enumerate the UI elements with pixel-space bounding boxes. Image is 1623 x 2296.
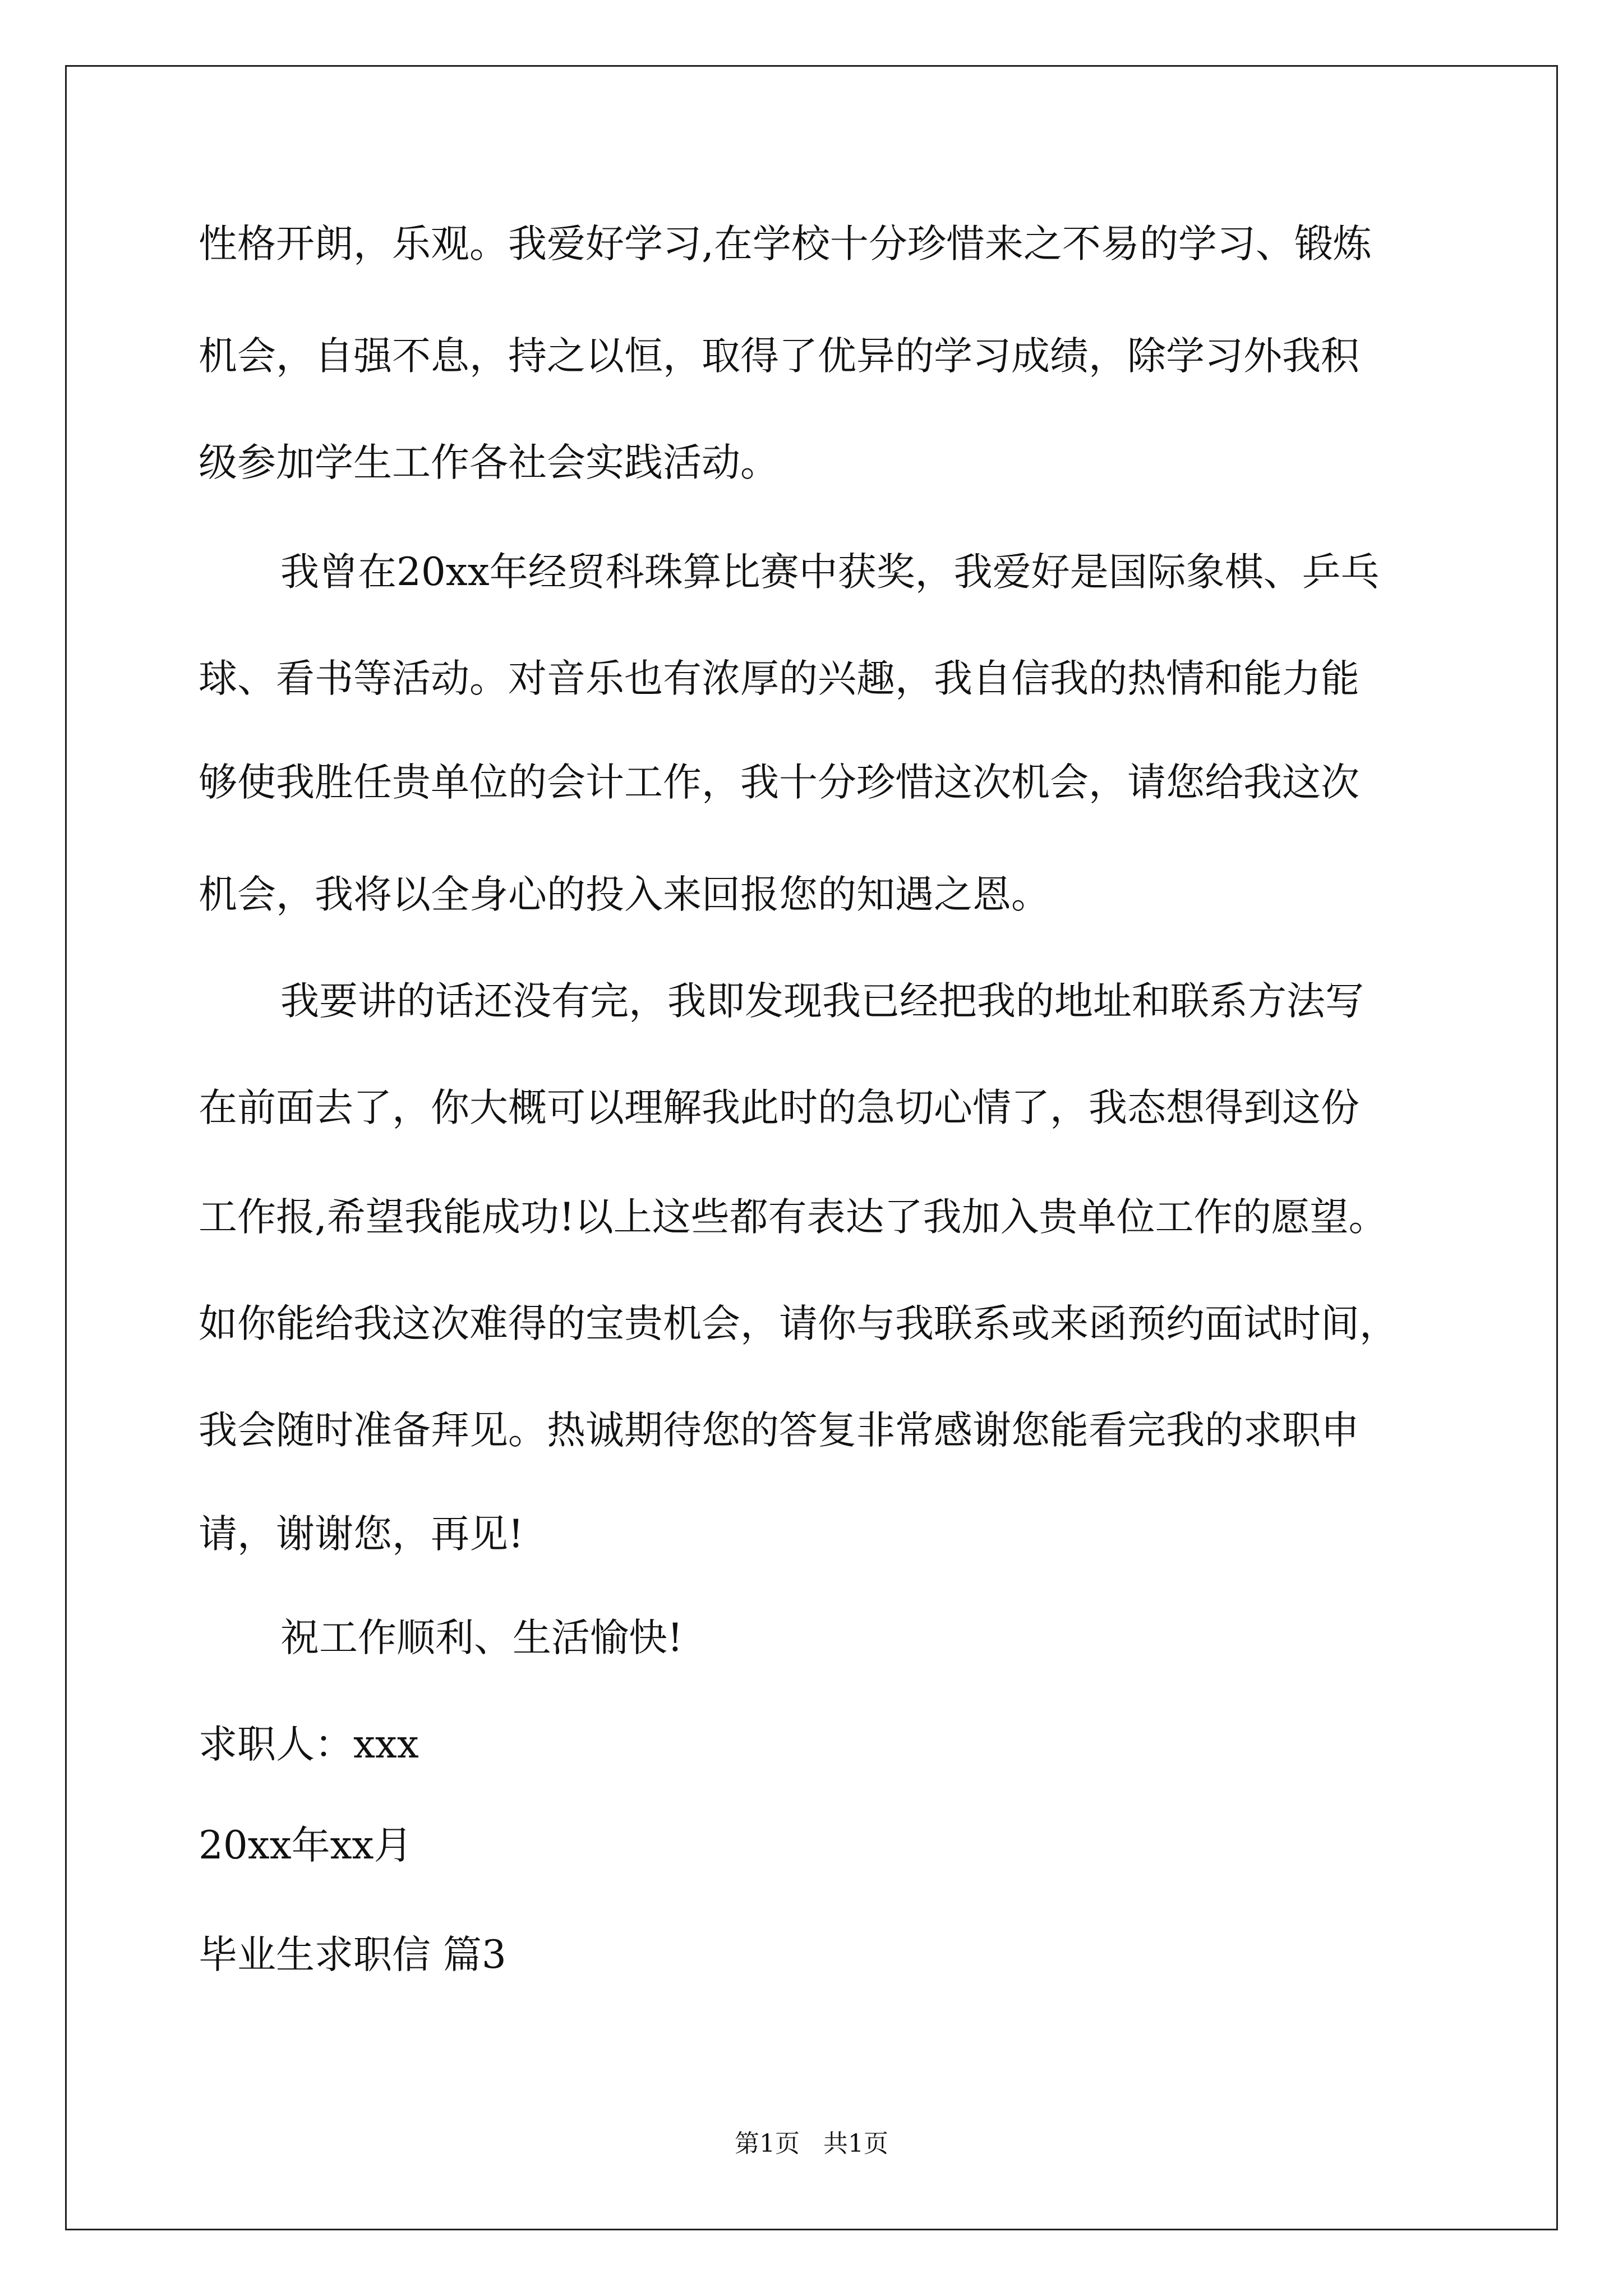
page-border: [65, 65, 1558, 2230]
paragraph-1-line-2: 机会，自强不息，持之以恒，取得了优异的学习成绩，除学习外我积: [199, 334, 1359, 379]
letter-date: 20xx年xx月: [199, 1823, 413, 1868]
paragraph-1-line-3: 级参加学生工作各社会实践活动。: [199, 440, 779, 485]
paragraph-3-line-6: 请，谢谢您，再见!: [199, 1512, 524, 1557]
paragraph-2-line-3: 够使我胜任贵单位的会计工作，我十分珍惜这次机会，请您给我这次: [199, 760, 1359, 805]
paragraph-2-line-2: 球、看书等活动。对音乐也有浓厚的兴趣，我自信我的热情和能力能: [199, 656, 1359, 701]
paragraph-3-line-3: 工作报,希望我能成功!以上这些都有表达了我加入贵单位工作的愿望。: [199, 1195, 1387, 1240]
page-footer: 第1页 共1页: [735, 2129, 888, 2158]
closing-wish: 祝工作顺利、生活愉快!: [280, 1616, 683, 1660]
paragraph-3-line-5: 我会随时准备拜见。热诚期待您的答复非常感谢您能看完我的求职申: [199, 1408, 1359, 1453]
paragraph-2-line-1: 我曾在20xx年经贸科珠算比赛中获奖，我爱好是国际象棋、乒乓: [280, 550, 1380, 595]
paragraph-3-line-2: 在前面去了，你大概可以理解我此时的急切心情了，我态想得到这份: [199, 1085, 1359, 1130]
section-title: 毕业生求职信 篇3: [199, 1932, 506, 1977]
paragraph-2-line-4: 机会，我将以全身心的投入来回报您的知遇之恩。: [199, 872, 1050, 917]
paragraph-3-line-4: 如你能给我这次难得的宝贵机会，请你与我联系或来函预约面试时间，: [199, 1301, 1398, 1346]
applicant-signature: 求职人：xxx: [199, 1722, 419, 1767]
paragraph-1-line-1: 性格开朗，乐观。我爱好学习,在学校十分珍惜来之不易的学习、锻炼: [199, 222, 1372, 266]
paragraph-3-line-1: 我要讲的话还没有完，我即发现我已经把我的地址和联系方法写: [280, 979, 1364, 1024]
